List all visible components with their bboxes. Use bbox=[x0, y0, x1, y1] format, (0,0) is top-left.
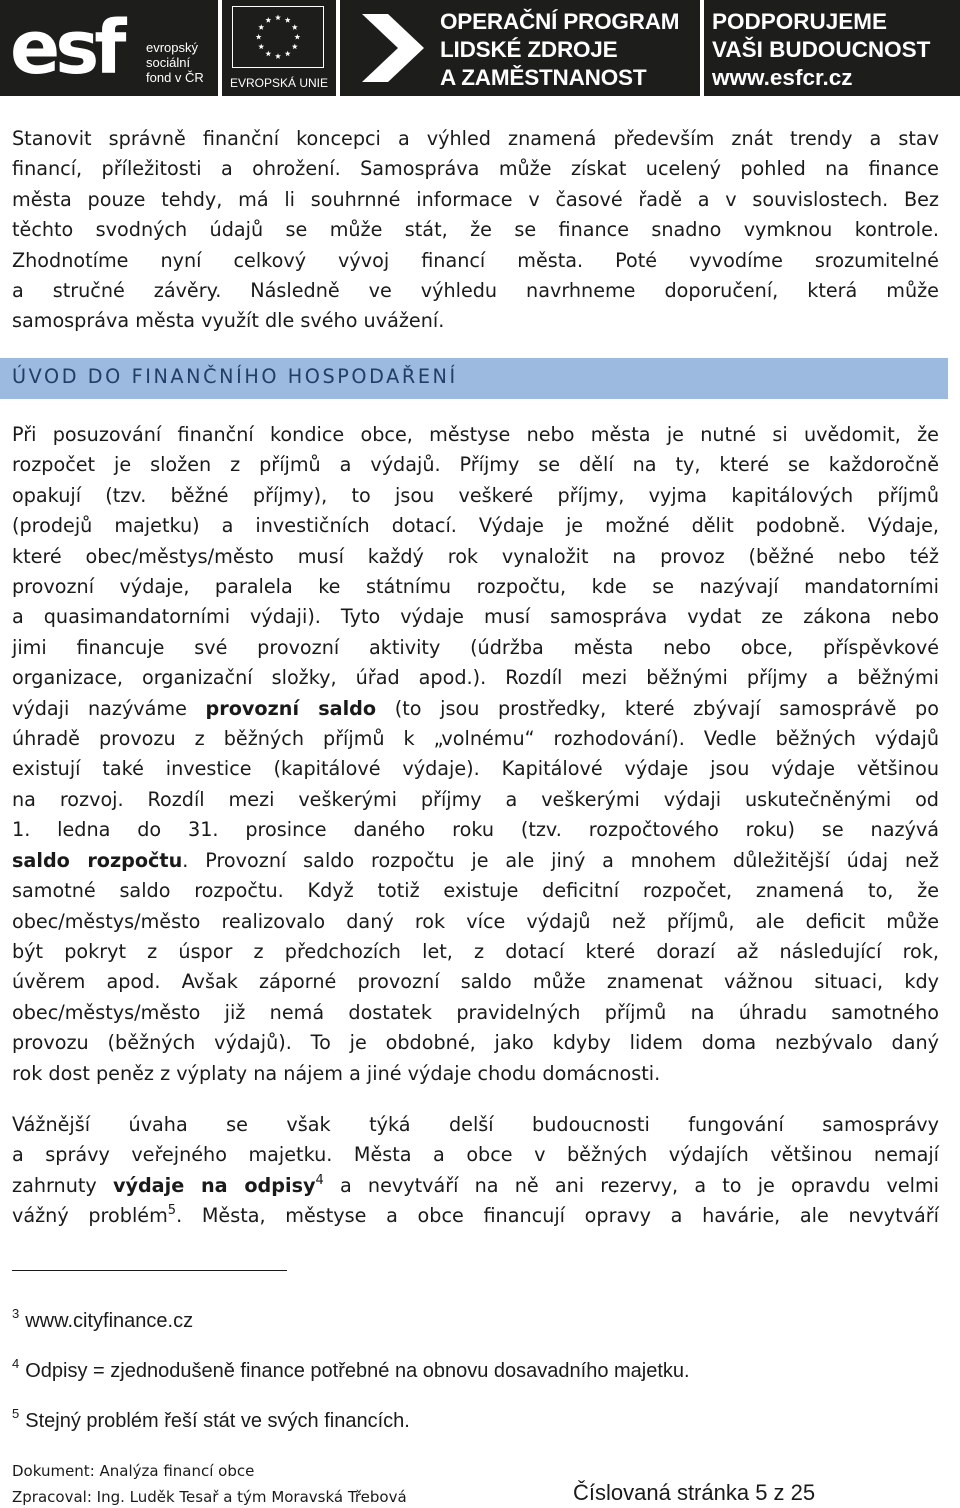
eu-logo-text: EVROPSKÁ UNIE bbox=[229, 76, 329, 90]
footnote-text: Odpisy = zjednodušeně finance potřebné na obnovu dosavadního majetku. bbox=[25, 1360, 690, 1382]
footer-author: Zpracoval: Ing. Luděk Tesař a tým Moravská Třebová bbox=[12, 1488, 407, 1506]
text-line: a stručné závěry. Následně ve výhledu navrhneme doporučení, která může bbox=[12, 279, 939, 303]
text-line: opakují (tzv. běžné příjmy), to jsou veškeré příjmy, vyjma kapitálových příjmů bbox=[12, 483, 939, 507]
section-heading bbox=[0, 358, 948, 399]
esf-logo bbox=[0, 0, 218, 96]
text-line: rozpočet je složen z příjmů a výdajů. Příjmy se dělí na ty, které se každoročně bbox=[12, 453, 939, 477]
op-logo-line: OPERAČNÍ PROGRAM bbox=[440, 9, 680, 34]
text-line: provozu (běžných výdajů). To je obdobné, jako kdyby lidem doma nezbývalo daný bbox=[12, 1031, 939, 1055]
slogan-logo bbox=[704, 0, 960, 96]
text-run: . Města, městyse a obce financují opravy a havárie, ale nevytváří bbox=[176, 1204, 939, 1228]
text-line: Stanovit správně finanční koncepci a výhled znamená především znát trendy a stav bbox=[12, 127, 939, 150]
eu-star-icon bbox=[285, 51, 291, 57]
header-logos bbox=[0, 0, 960, 100]
page-number: Číslovaná stránka 5 z 25 bbox=[573, 1480, 816, 1505]
text-line: rok dost peněz z výplaty na nájem a jiné výdaje chodu domácnosti. bbox=[12, 1061, 661, 1085]
footnote-5 bbox=[12, 1406, 410, 1433]
esf-caption-line: fond v ČR bbox=[146, 70, 204, 85]
slogan-line: VAŠI BUDOUCNOST bbox=[712, 37, 931, 62]
eu-star-icon bbox=[258, 44, 264, 50]
text-run: vážný problém bbox=[12, 1204, 168, 1228]
esf-caption bbox=[146, 40, 204, 85]
footnote-ref[interactable]: 5 bbox=[167, 1203, 177, 1219]
text-line: Při posuzování finanční kondice obce, městyse nebo města je nutné si uvědomit, že bbox=[12, 423, 939, 446]
text-line: obec/městys/město realizovalo daný rok více výdajů než příjmů, ale deficit může bbox=[12, 909, 939, 933]
slogan-line: PODPORUJEME bbox=[712, 9, 888, 34]
text-line bbox=[12, 846, 939, 876]
text-line: jimi financuje své provozní aktivity (údržba města nebo obce, příspěvkové bbox=[12, 635, 939, 659]
text-line bbox=[12, 694, 939, 724]
op-logo bbox=[340, 0, 700, 96]
footnote-divider bbox=[12, 1270, 287, 1271]
slogan-text bbox=[712, 8, 930, 92]
text-line: obec/městys/město již nemá dostatek pravidelných příjmů na úhradu samotného bbox=[12, 1000, 939, 1024]
footnote-text: Stejný problém řeší stát ve svých financích. bbox=[25, 1410, 410, 1432]
text-line: organizace, organizační složky, úřad apod.). Rozdíl mezi běžnými příjmy a běžnými bbox=[12, 666, 939, 690]
intro-paragraph bbox=[12, 124, 939, 337]
eu-star-icon bbox=[294, 34, 300, 40]
esf-caption-line: sociální bbox=[146, 55, 191, 70]
footer-document: Dokument: Analýza financí obce bbox=[12, 1462, 255, 1480]
footnote-number: 3 bbox=[12, 1306, 20, 1321]
paragraph-3 bbox=[12, 1110, 939, 1232]
footnote-number: 4 bbox=[12, 1356, 20, 1371]
eu-star-icon bbox=[265, 51, 271, 57]
text-line bbox=[12, 1171, 939, 1201]
eu-star-icon bbox=[292, 44, 298, 50]
arrow-logo-icon bbox=[358, 8, 428, 88]
esf-mark: esf bbox=[10, 5, 122, 91]
text-line: a správy veřejného majetku. Města a obce v běžných výdajích většinou nemají bbox=[12, 1143, 939, 1167]
footnote-ref[interactable]: 4 bbox=[315, 1172, 324, 1188]
text-run: (to jsou prostředky, které zbývají samosprávě po bbox=[376, 696, 939, 720]
text-line: provozní výdaje, paralela ke státnímu rozpočtu, kde se nazývají mandatorními bbox=[12, 575, 939, 599]
term-provozni-saldo: provozní saldo bbox=[205, 696, 377, 720]
text-line: úhradě provozu z běžných příjmů k „volnému“ rozhodování). Vedle běžných výdajů bbox=[12, 727, 939, 751]
text-line: existují také investice (kapitálové výdaje). Kapitálové výdaje jsou výdaje většinou bbox=[12, 757, 939, 781]
text-line: které obec/městys/město musí každý rok vynaložit na provoz (běžné nebo též bbox=[12, 544, 939, 568]
text-run: . Provozní saldo rozpočtu je ale jiný a mnohem důležitější údaj než bbox=[182, 848, 939, 872]
eu-star-icon bbox=[256, 34, 262, 40]
text-line: těchto svodných údajů se může stát, že se finance snadno vymknou kontrole. bbox=[12, 218, 939, 242]
text-line: města pouze tehdy, má li souhrnné informace v časové řadě a v souvislostech. Bez bbox=[12, 187, 939, 211]
term-vydaje-na-odpisy: výdaje na odpisy bbox=[112, 1173, 316, 1197]
text-line: na rozvoj. Rozdíl mezi veškerými příjmy a veškerými výdaji uskutečněnými od bbox=[12, 787, 939, 811]
esf-caption-line: evropský bbox=[146, 40, 199, 55]
body-paragraph bbox=[12, 420, 939, 1089]
slogan-url: www.esfcr.cz bbox=[712, 65, 853, 90]
text-line: být pokryt z úspor z předchozích let, z dotací které dorazí až následující rok, bbox=[12, 939, 939, 963]
footnote-3 bbox=[12, 1306, 193, 1333]
text-run: zahrnuty bbox=[12, 1173, 113, 1197]
eu-star-icon bbox=[265, 17, 271, 23]
op-logo-line: LIDSKÉ ZDROJE bbox=[440, 37, 618, 62]
text-run: a nevytváří na ně ani rezervy, a to je opravdu velmi bbox=[323, 1173, 939, 1197]
eu-flag-icon bbox=[232, 6, 324, 68]
op-logo-text bbox=[440, 8, 679, 92]
eu-star-icon bbox=[275, 15, 281, 21]
text-line: samotné saldo rozpočtu. Když totiž existuje deficitní rozpočet, znamená to, že bbox=[12, 879, 939, 903]
eu-star-icon bbox=[292, 24, 298, 30]
term-saldo-rozpoctu: saldo rozpočtu bbox=[12, 848, 183, 872]
eu-star-icon bbox=[285, 17, 291, 23]
text-line: samospráva města využít dle svého uvážení. bbox=[12, 309, 445, 333]
eu-star-icon bbox=[258, 24, 264, 30]
text-line: Vážnější úvaha se však týká delší budoucnosti fungování samosprávy bbox=[12, 1113, 939, 1136]
text-line: Zhodnotíme nyní celkový vývoj financí města. Poté vyvodíme srozumitelné bbox=[12, 248, 939, 272]
text-line: úvěrem apod. Avšak záporné provozní saldo může znamenat vážnou situaci, kdy bbox=[12, 970, 939, 994]
eu-logo bbox=[222, 0, 336, 96]
footnote-4 bbox=[12, 1356, 690, 1383]
text-line: (prodejů majetku) a investičních dotací. Výdaje je možné dělit podobně. Výdaje, bbox=[12, 514, 939, 538]
text-line bbox=[12, 1201, 939, 1231]
text-line: 1. ledna do 31. prosince daného roku (tzv. rozpočtového roku) se nazývá bbox=[12, 818, 939, 842]
eu-star-icon bbox=[275, 53, 281, 59]
text-run: výdaji nazýváme bbox=[12, 696, 206, 720]
section-heading-text: ÚVOD DO FINANČNÍHO HOSPODAŘENÍ bbox=[12, 365, 458, 388]
footnote-number: 5 bbox=[12, 1406, 20, 1421]
footnote-link[interactable]: www.cityfinance.cz bbox=[25, 1310, 194, 1332]
text-line: a quasimandatorními výdaji). Tyto výdaje musí samospráva vydat ze zákona nebo bbox=[12, 605, 939, 629]
op-logo-line: A ZAMĚSTNANOST bbox=[440, 65, 647, 90]
text-line: financí, příležitosti a ohrožení. Samospráva může získat ucelený pohled na finance bbox=[12, 157, 939, 181]
